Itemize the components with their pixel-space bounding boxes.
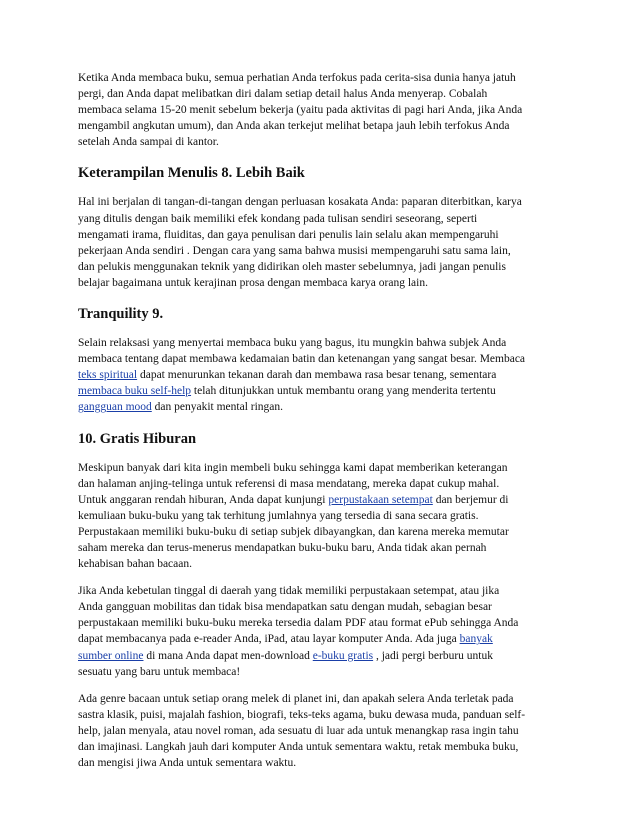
text-fragment: dapat membacanya pada e-reader Anda, iPad, atau layar komputer Anda. Ada juga [78, 633, 460, 646]
text-line: mengambil angkutan umum), dan Anda akan terkejut melihat betapa jauh lebih terfokus Anda [78, 120, 510, 133]
text-line: membaca tentang dapat membawa kedamaian batin dan ketenangan yang sangat besar. Membaca [78, 353, 526, 366]
text-line: dan halaman anjing-telinga untuk referensi di masa mendatang, mereka dapat cukup mahal. [78, 477, 500, 490]
text-fragment: dapat menurunkan tekanan darah dan membawa rasa besar tenang, sementara [137, 369, 497, 382]
text-line: kemuliaan buku-buku yang tak terhitung jumlahnya yang tersedia di sana secara gratis. [78, 509, 479, 522]
section-heading-8: Keterampilan Menulis 8. Lebih Baik [78, 165, 305, 182]
text-line: kehabisan bahan bacaan. [78, 558, 192, 571]
text-line: Ada genre bacaan untuk setiap orang melek di planet ini, dan apakah selera Anda terletak pada [78, 692, 514, 705]
paragraph-gap [78, 680, 568, 691]
section-10-paragraph-2 [78, 583, 568, 680]
text-line: dan mengisi jiwa Anda untuk sementara waktu. [78, 757, 297, 770]
text-line [78, 492, 568, 508]
text-line: belajar bagaimana untuk kerajinan prosa dengan membaca karya orang lain. [78, 276, 428, 289]
text-line: Selain relaksasi yang menyertai membaca buku yang bagus, itu mungkin bahwa subjek Anda [78, 337, 507, 350]
text-line: pekerjaan Anda sendiri . Dengan cara yang sama bahwa musisi mempengaruhi satu sama lain, [78, 244, 511, 257]
text-line: Hal ini berjalan di tangan-di-tangan dengan perluasan kosakata Anda: paparan diterbitkan, karya [78, 196, 522, 209]
text-fragment: di mana Anda dapat men-download [143, 649, 313, 662]
text-line: membaca selama 15-20 menit sebelum bekerja (yaitu pada aktivitas di pagi hari Anda, jika Anda [78, 104, 523, 117]
section-10-paragraph-3 [78, 691, 568, 771]
text-line: Meskipun banyak dari kita ingin membeli buku sehingga kami dapat memberikan keterangan [78, 461, 508, 474]
link-membaca-buku-self-help[interactable]: membaca buku self-help [78, 385, 192, 398]
text-line: Anda gangguan mobilitas dan tidak bisa mendapatkan satu dengan mudah, sebagian besar [78, 601, 492, 614]
text-fragment: telah ditunjukkan untuk membantu orang yang menderita tertentu [191, 385, 496, 398]
text-line: sastra klasik, puisi, majalah fashion, biografi, teks-teks agama, buku dewasa muda, panduan self- [78, 708, 526, 721]
text-fragment: dan penyakit mental ringan. [151, 401, 284, 414]
text-line: Perpustakaan memiliki buku-buku di setiap subjek dibayangkan, dan karena mereka memutar [78, 525, 509, 538]
text-line: setelah Anda sampai di kantor. [78, 136, 219, 149]
link-e-buku-gratis[interactable]: e-buku gratis [312, 649, 374, 662]
text-line: dan imajinasi. Langkah jauh dari komputer Anda untuk sementara waktu, retak membuka buku, [78, 741, 519, 753]
link-sumber-online[interactable]: sumber online [78, 649, 144, 662]
text-line: sesuatu yang baru untuk membaca! [78, 665, 241, 678]
link-teks-spiritual[interactable]: teks spiritual [78, 369, 138, 382]
text-line: yang ditulis dengan baik memiliki efek kondang pada tulisan sendiri seseorang, seperti [78, 212, 478, 225]
text-line: Jika Anda kebetulan tinggal di daerah yang tidak memiliki perpustakaan setempat, atau jika [78, 585, 500, 598]
text-fragment: , jadi pergi berburu untuk [373, 649, 493, 662]
text-line: Ketika Anda membaca buku, semua perhatian Anda terfokus pada cerita-sisa dunia hanya jatuh [78, 72, 516, 84]
link-perpustakaan-setempat[interactable]: perpustakaan setempat [328, 493, 433, 506]
link-gangguan-mood[interactable]: gangguan mood [78, 401, 152, 414]
text-line: dan pelukis menggunakan teknik yang didirikan oleh master sebelumnya, jadi jangan penulis [78, 260, 506, 273]
paragraph-gap [78, 572, 568, 583]
text-line: pergi, dan Anda dapat melibatkan diri dalam setiap detail halus Anda menyerap. Cobalah [78, 88, 488, 101]
text-line: help, jalan menyala, atau novel roman, ada sesuatu di luar ada untuk menangkap rasa ingin tahu [78, 724, 519, 737]
section-8-paragraph [78, 194, 568, 291]
text-line: perpustakaan memiliki buku-buku mereka tersedia dalam PDF atau format ePub sehingga Anda [78, 617, 519, 630]
intro-paragraph [78, 70, 568, 150]
text-line [78, 383, 568, 399]
section-9-paragraph [78, 335, 568, 415]
text-line: saham mereka dan terus-menerus mendapatkan buku-buku baru, Anda tidak akan pernah [78, 541, 487, 554]
section-heading-9: Tranquility 9. [78, 306, 164, 323]
text-fragment: dan berjemur di [432, 493, 509, 506]
text-line [78, 367, 568, 383]
text-line [78, 648, 568, 664]
link-banyak[interactable]: banyak [459, 633, 493, 646]
text-line: mengamati irama, fluiditas, dan gaya penulisan dari penulis lain selalu akan mempengaruhi [78, 228, 499, 241]
text-line [78, 631, 568, 647]
text-line [78, 399, 568, 415]
text-fragment: Untuk anggaran rendah hiburan, Anda dapat kunjungi [78, 493, 329, 506]
section-heading-10: 10. Gratis Hiburan [78, 430, 197, 447]
section-10-paragraph-1 [78, 460, 568, 573]
